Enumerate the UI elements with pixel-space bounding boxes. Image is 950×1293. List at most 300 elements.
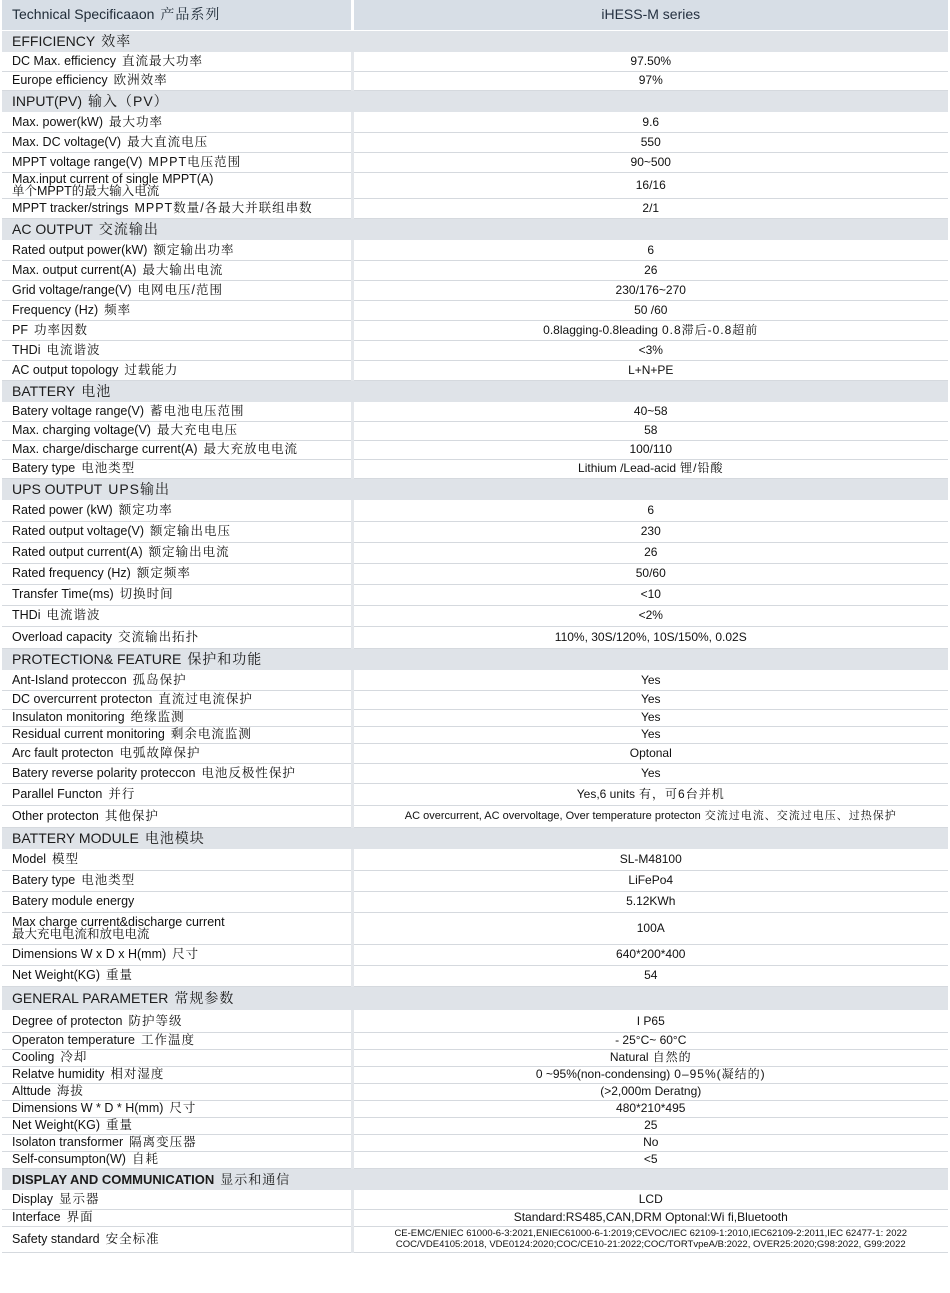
spec-label: AC output topology [12,362,119,377]
spec-label: Interface [12,1210,61,1224]
spec-label-zh: 额定功率 [118,503,173,517]
spec-value-zh: 交流过电流、交流过电压、过热保护 [704,809,897,822]
spec-value: <2% [638,608,663,622]
spec-value-zh: 自然的 [652,1050,692,1064]
spec-value-cell [352,1010,948,1032]
spec-label: Ant-Island proteccon [12,672,127,687]
section-title: AC OUTPUT [12,220,93,237]
spec-value-cell [352,320,948,340]
spec-label-cell [2,500,352,521]
spec-row [2,912,948,944]
spec-label-cell [2,690,352,709]
spec-value-cell [352,459,948,478]
spec-label-zh: 电池类型 [81,873,136,887]
spec-label: Batery module energy [12,894,135,908]
spec-value-cell [352,360,948,380]
spec-label-zh: 电池反极性保护 [201,765,296,780]
spec-value-cell [352,584,948,605]
spec-row [2,132,948,152]
spec-value: Yes,6 units [576,786,636,801]
spec-row [2,1032,948,1049]
spec-value-cell [352,440,948,459]
spec-row [2,459,948,478]
spec-value-cell [352,626,948,648]
spec-value: Standard:RS485,CAN,DRM Optonal:Wi fi,Bluetooth [513,1210,788,1224]
section-header-row [2,218,948,240]
spec-label: Batery type [12,873,76,887]
spec-label-cell [2,52,352,71]
spec-label: MPPT voltage range(V) [12,154,143,169]
spec-label-zh: 功率因数 [33,322,88,337]
spec-label-cell [2,563,352,584]
spec-row [2,1100,948,1117]
spec-label-zh: 其他保护 [104,808,159,823]
spec-row [2,542,948,563]
spec-row [2,763,948,783]
spec-row [2,870,948,891]
spec-label: Net Weight(KG) [12,968,100,982]
spec-label-zh: 尺寸 [172,947,200,961]
section-header-row [2,986,948,1010]
header-label-cell [2,0,352,30]
spec-label-cell [2,459,352,478]
spec-row [2,71,948,90]
spec-row [2,440,948,459]
section-title: PROTECTION& FEATURE [12,650,182,667]
spec-label: Frequency (Hz) [12,302,99,317]
spec-value: Yes [640,692,661,706]
spec-label: Max. DC voltage(V) [12,134,122,149]
spec-value: Lithium /Lead-acid [578,461,677,475]
spec-value-cell [352,300,948,320]
spec-label-zh: 最大充电电压 [156,423,238,437]
spec-label: Arc fault protecton [12,745,114,760]
spec-label-cell [2,944,352,965]
header-value-cell [352,0,948,30]
spec-value: 97% [638,73,663,87]
spec-row [2,320,948,340]
spec-row [2,849,948,870]
spec-value-cell [352,891,948,912]
spec-row [2,300,948,320]
spec-row [2,805,948,827]
spec-label-cell [2,1226,352,1252]
spec-label-cell [2,670,352,690]
spec-label-zh: 自耗 [131,1152,159,1166]
spec-label-cell [2,198,352,218]
spec-row [2,709,948,726]
spec-value-cell [352,944,948,965]
spec-row [2,280,948,300]
spec-label-zh: 直流最大功率 [121,54,203,68]
spec-row [2,1010,948,1032]
spec-row [2,783,948,805]
spec-value-zh: 0–95%(凝结的) [674,1067,766,1081]
spec-label: Parallel Functon [12,786,103,801]
section-title: DISPLAY AND COMMUNICATION [12,1171,215,1187]
spec-value-cell [352,709,948,726]
spec-label: Other protecton [12,808,99,823]
spec-row [2,1190,948,1209]
spec-label-zh: 隔离变压器 [129,1135,197,1149]
section-title-cell [2,380,948,402]
spec-value-cell [352,849,948,870]
spec-row [2,360,948,380]
spec-label-cell [2,912,352,944]
spec-table-body [2,0,948,1252]
spec-value-cell [352,71,948,90]
spec-label-zh: 频率 [104,302,132,317]
spec-label-cell [2,280,352,300]
spec-label-cell [2,1049,352,1066]
spec-label: Max. charging voltage(V) [12,423,151,437]
spec-label-zh: 交流输出拓扑 [118,629,200,644]
spec-label: Grid voltage/range(V) [12,282,132,297]
spec-label-zh: MPPT数量/各最大并联组串数 [134,200,313,215]
spec-value-cell [352,52,948,71]
spec-value: 100A [636,920,665,935]
spec-label-cell [2,891,352,912]
spec-value: 2/1 [642,200,660,215]
spec-label-zh: 切换时间 [119,587,174,601]
spec-value: 640*200*400 [616,947,686,961]
spec-label-zh: 并行 [108,786,136,801]
spec-label: Safety standard [12,1231,100,1246]
spec-label: Max. charge/discharge current(A) [12,442,198,456]
spec-label-zh: 额定输出功率 [153,242,235,257]
spec-label-cell [2,1010,352,1032]
spec-value-cell [352,912,948,944]
spec-label-zh: 重量 [106,1118,134,1132]
spec-row [2,198,948,218]
spec-label-cell [2,1066,352,1083]
spec-label-zh: 最大功率 [108,114,163,129]
spec-row [2,340,948,360]
spec-value-cell [352,870,948,891]
spec-row [2,500,948,521]
spec-label: Transfer Time(ms) [12,587,114,601]
spec-label-zh: 尺寸 [169,1101,197,1115]
spec-label-zh: 模型 [52,852,80,866]
spec-label: Residual current monitoring [12,727,165,741]
section-title-cell [2,30,948,52]
spec-label-zh: 显示器 [59,1192,100,1206]
spec-value: 480*210*495 [616,1101,686,1115]
spec-value-cell [352,783,948,805]
spec-label: Self-consumpton(W) [12,1152,126,1166]
spec-label: Degree of protecton [12,1013,123,1028]
spec-label-zh: 最大输出电流 [142,262,224,277]
spec-row [2,260,948,280]
spec-value: - 25°C~ 60°C [615,1033,687,1047]
spec-value-cell [352,1117,948,1134]
spec-label-cell [2,1190,352,1209]
spec-value: 26 [644,262,658,277]
spec-row [2,726,948,743]
spec-label-cell [2,132,352,152]
spec-label: THDi [12,342,41,357]
spec-value-cell [352,421,948,440]
spec-value: 16/16 [635,177,666,192]
spec-value-cell [352,500,948,521]
spec-label-zh: 额定输出电压 [150,524,232,538]
spec-value: 0 ~95%(non-condensing) [535,1067,671,1081]
spec-label: Overload capacity [12,629,113,644]
spec-value: 0.8lagging-0.8leading [543,322,658,337]
spec-value: Natural [609,1050,649,1064]
spec-row [2,944,948,965]
spec-label: THDi [12,608,41,622]
spec-row [2,743,948,763]
spec-label: Max charge current&discharge current [12,915,225,929]
spec-value-cell [352,743,948,763]
spec-row [2,1226,948,1252]
spec-value: 6 [647,503,655,517]
spec-row [2,605,948,626]
spec-value: 25 [644,1118,658,1132]
spec-value: LiFePo4 [628,873,674,887]
spec-row [2,891,948,912]
spec-label: Max. output current(A) [12,262,137,277]
spec-value-cell [352,690,948,709]
spec-value: 100/110 [629,442,672,456]
header-label: Technical Specificaaon [12,6,155,23]
spec-value: 97.50% [630,54,672,68]
section-header-row [2,648,948,670]
spec-row [2,1151,948,1168]
spec-label-zh: 电流谐波 [46,342,101,357]
spec-label-cell [2,320,352,340]
spec-label: MPPT tracker/strings [12,200,129,215]
spec-value: L+N+PE [628,362,674,377]
spec-row [2,563,948,584]
section-title: INPUT(PV) [12,92,82,109]
spec-row [2,690,948,709]
spec-label-zh: 单个MPPT的最大输入电流 [12,184,160,198]
spec-label-zh: 额定频率 [136,566,191,580]
spec-value-cell [352,260,948,280]
spec-label-cell [2,421,352,440]
spec-label-cell [2,240,352,260]
spec-label-cell [2,360,352,380]
spec-row [2,1066,948,1083]
spec-value: 26 [644,545,658,559]
spec-label: Rated output current(A) [12,545,143,559]
spec-value-cell [352,1066,948,1083]
spec-value: SL-M48100 [619,852,682,866]
spec-value: AC overcurrent, AC overvoltage, Over temperature protecton [404,809,701,822]
section-title-cell [2,218,948,240]
spec-value-cell [352,542,948,563]
section-title-zh: 保护和功能 [187,650,263,667]
spec-label: Display [12,1192,53,1206]
spec-label-cell [2,783,352,805]
spec-row [2,965,948,986]
spec-value-cell [352,1226,948,1252]
spec-row [2,112,948,132]
spec-label: Max. power(kW) [12,114,103,129]
section-header-row [2,30,948,52]
spec-label: Europe efficiency [12,73,108,87]
spec-label-cell [2,849,352,870]
header-value: iHESS-M series [601,6,701,23]
spec-label-zh: 孤岛保护 [132,672,187,687]
spec-label-cell [2,1134,352,1151]
spec-value: 40~58 [633,404,668,418]
spec-value: Optonal [629,745,672,760]
spec-label: Batery voltage range(V) [12,404,145,418]
spec-label-zh: 最大充电电流和放电电流 [12,927,150,941]
spec-label-cell [2,1032,352,1049]
spec-value: 58 [644,423,658,437]
spec-value-cell [352,1049,948,1066]
spec-label-cell [2,152,352,172]
spec-label-cell [2,965,352,986]
spec-label-cell [2,743,352,763]
spec-value: 110%, 30S/120%, 10S/150%, 0.02S [554,629,747,644]
section-title-zh: 效率 [101,32,132,49]
section-title: GENERAL PARAMETER [12,989,169,1006]
spec-label-zh: 蓄电池电压范围 [150,404,245,418]
spec-label-zh: 直流过电流保护 [158,692,253,706]
spec-value: CE-EMC/ENIEC 61000-6-3:2021,ENIEC61000-6-1:2019;CEVOC/IEC 62109-1:2010,IEC62109-2:2011,IEC 62477-1: 2022 COC/VDE4105:2018, VDE0124:2020;COC/CE10-21:2022;COC/TORTvpeA/B:2022, OVER25:2020;G98:2022, G99:2022 [394,1228,908,1250]
spec-value: Yes [640,765,661,780]
spec-label-cell [2,1100,352,1117]
spec-row [2,1209,948,1226]
spec-value-cell [352,521,948,542]
section-header-row [2,90,948,112]
spec-value: (>2,000m Deratng) [600,1084,702,1098]
spec-label: Model [12,852,47,866]
spec-value-cell [352,563,948,584]
spec-value-cell [352,112,948,132]
spec-label-cell [2,1151,352,1168]
spec-label-cell [2,626,352,648]
spec-label-cell [2,584,352,605]
spec-label-cell [2,726,352,743]
section-header-row [2,1168,948,1190]
section-title-cell [2,827,948,849]
spec-label-zh: MPPT电压范围 [148,154,242,169]
spec-value-cell [352,132,948,152]
spec-label-cell [2,763,352,783]
spec-label-zh: 冷却 [60,1050,88,1064]
spec-label-cell [2,870,352,891]
section-title-cell [2,478,948,500]
spec-value-cell [352,240,948,260]
spec-value-zh: 锂/铅酸 [680,461,724,475]
spec-label-cell [2,260,352,280]
spec-value: 5.12KWh [626,894,676,908]
spec-value: LCD [638,1192,663,1206]
spec-label-cell [2,112,352,132]
spec-row [2,626,948,648]
spec-label: Net Weight(KG) [12,1118,100,1132]
spec-label: Rated frequency (Hz) [12,566,131,580]
spec-label: Operaton temperature [12,1033,135,1047]
spec-value-zh: 有，可6台并机 [639,786,725,801]
spec-label: Dimensions W * D * H(mm) [12,1101,164,1115]
section-title-zh: 电池 [81,382,112,399]
section-title-zh: 输入（PV） [88,92,169,109]
spec-value-cell [352,1190,948,1209]
spec-value-cell [352,1100,948,1117]
spec-label: Rated power (kW) [12,503,113,517]
spec-label-zh: 电网电压/范围 [137,282,223,297]
spec-label-zh: 最大直流电压 [127,134,209,149]
spec-label-cell [2,300,352,320]
spec-label: Insulaton monitoring [12,710,125,724]
spec-value-cell [352,1151,948,1168]
spec-value-cell [352,1032,948,1049]
spec-value-cell [352,763,948,783]
spec-value: Yes [640,710,661,724]
section-title-cell [2,986,948,1010]
spec-row [2,521,948,542]
spec-label-zh: 额定输出电流 [148,545,230,559]
spec-value-cell [352,1134,948,1151]
spec-label-cell [2,172,352,198]
spec-label-zh: 相对湿度 [110,1067,165,1081]
spec-label: PF [12,322,28,337]
spec-value: 230/176~270 [615,282,686,297]
spec-value-cell [352,965,948,986]
spec-value: 9.6 [642,114,660,129]
spec-label: Cooling [12,1050,55,1064]
spec-value: 50/60 [635,566,666,580]
spec-value-cell [352,1083,948,1100]
spec-label: Alttude [12,1084,51,1098]
section-title: EFFICIENCY [12,32,96,49]
spec-label-cell [2,805,352,827]
spec-value: 50 /60 [634,302,668,317]
spec-row [2,1134,948,1151]
section-header-row [2,380,948,402]
spec-value: 90~500 [630,154,671,169]
section-title-zh: 显示和通信 [220,1171,291,1187]
spec-label-cell [2,542,352,563]
spec-label: Rated output voltage(V) [12,524,145,538]
spec-table [2,0,948,1253]
spec-value-cell [352,726,948,743]
section-title-cell [2,1168,948,1190]
spec-value: No [643,1135,659,1149]
spec-row [2,152,948,172]
spec-label: Max.input current of single MPPT(A) [12,172,214,186]
spec-row [2,1083,948,1100]
spec-value: 230 [640,524,661,538]
spec-value: <10 [640,587,661,601]
spec-value-cell [352,280,948,300]
spec-row [2,240,948,260]
table-header-row [2,0,948,30]
section-title: UPS OUTPUT [12,480,103,497]
spec-value-cell [352,340,948,360]
spec-label: Relatve humidity [12,1067,105,1081]
spec-label-cell [2,1117,352,1134]
spec-value: 6 [647,242,655,257]
spec-label-zh: 重量 [106,968,134,982]
spec-label: DC Max. efficiency [12,54,116,68]
spec-label-zh: 海拔 [56,1084,84,1098]
spec-label-cell [2,71,352,90]
spec-label-cell [2,605,352,626]
section-header-row [2,827,948,849]
spec-label: Rated output power(kW) [12,242,148,257]
spec-label-cell [2,402,352,421]
spec-row [2,584,948,605]
spec-label-cell [2,521,352,542]
